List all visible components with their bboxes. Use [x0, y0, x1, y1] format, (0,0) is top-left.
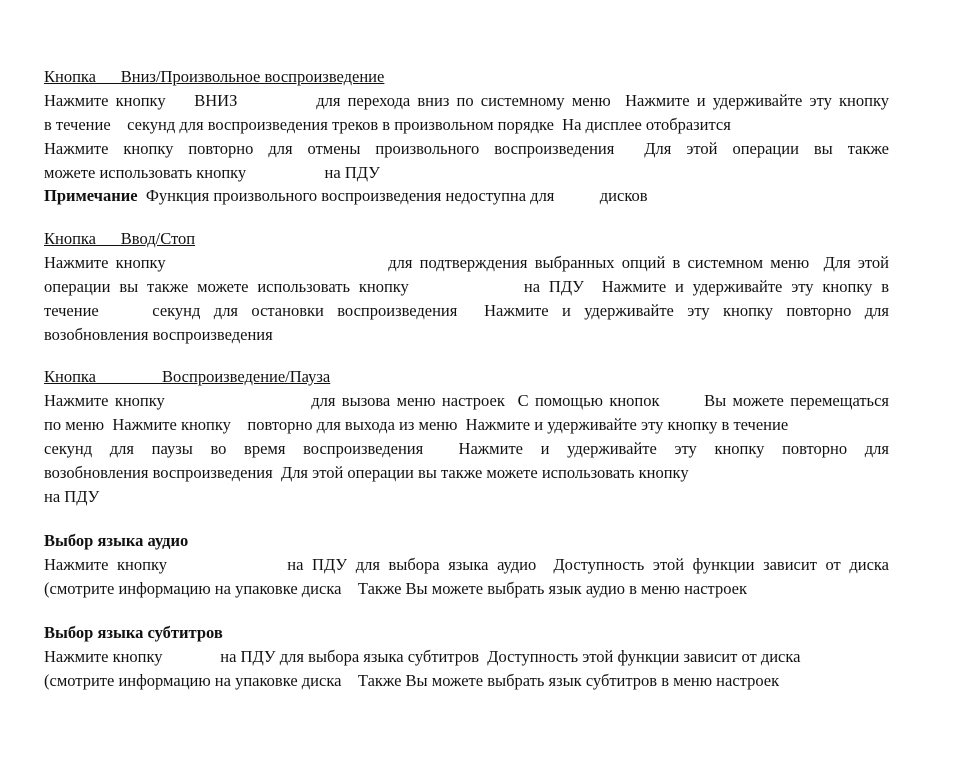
paragraph-line: Нажмите кнопку на ПДУ для выбора языка субтитров Доступность этой функции зависит от диска	[44, 647, 801, 666]
paragraph-line: операции вы также можете использовать кнопку на ПДУ Нажмите и удерживайте эту кнопку в	[44, 277, 889, 296]
paragraph-line: в течение секунд для воспроизведения треков в произвольном порядке На дисплее отобразится	[44, 115, 731, 134]
section-heading-audio-language: Выбор языка аудио	[44, 531, 189, 550]
paragraph-line: (смотрите информацию на упаковке диска Также Вы можете выбрать язык субтитров в меню настроек	[44, 671, 780, 690]
section-heading-play-pause: Кнопка Воспроизведение/Пауза	[44, 367, 331, 386]
paragraph-line: Нажмите кнопку для вызова меню настроек С помощью кнопок Вы можете перемещаться	[44, 391, 889, 410]
paragraph-line: Нажмите кнопку ВНИЗ для перехода вниз по системному меню Нажмите и удерживайте эту кнопку	[44, 91, 889, 110]
paragraph-line: возобновления воспроизведения	[44, 325, 273, 344]
note-line	[44, 185, 648, 207]
section-heading-down-random: Кнопка Вниз/Произвольное воспроизведение	[44, 67, 385, 86]
section-heading-enter-stop: Кнопка Ввод/Стоп	[44, 229, 196, 248]
paragraph-line: возобновления воспроизведения Для этой операции вы также можете использовать кнопку	[44, 463, 689, 482]
paragraph-line: секунд для паузы во время воспроизведения Нажмите и удерживайте эту кнопку повторно для	[44, 439, 889, 458]
paragraph-line: (смотрите информацию на упаковке диска Также Вы можете выбрать язык аудио в меню настроек	[44, 579, 748, 598]
note-label: Примечание	[44, 186, 138, 205]
paragraph-line: течение секунд для остановки воспроизведения Нажмите и удерживайте эту кнопку повторно для	[44, 301, 889, 320]
paragraph-line: по меню Нажмите кнопку повторно для выхода из меню Нажмите и удерживайте эту кнопку в течение	[44, 415, 789, 434]
paragraph-line: Нажмите кнопку повторно для отмены произвольного воспроизведения Для этой операции вы также	[44, 139, 889, 158]
note-text: Функция произвольного воспроизведения недоступна для дисков	[137, 186, 648, 205]
section-heading-subtitle-language: Выбор языка субтитров	[44, 623, 223, 642]
paragraph-line: можете использовать кнопку на ПДУ	[44, 163, 380, 182]
paragraph-line: Нажмите кнопку для подтверждения выбранных опций в системном меню Для этой	[44, 253, 889, 272]
paragraph-line: на ПДУ	[44, 487, 100, 506]
paragraph-line: Нажмите кнопку на ПДУ для выбора языка аудио Доступность этой функции зависит от диска	[44, 555, 889, 574]
